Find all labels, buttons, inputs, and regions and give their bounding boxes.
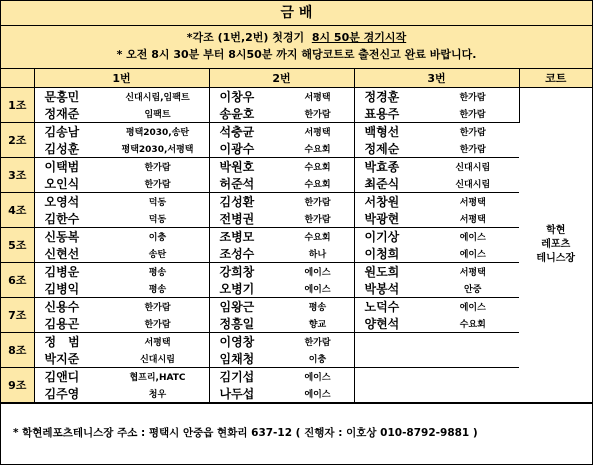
- group-row: [1, 228, 592, 263]
- player-line: [355, 175, 520, 192]
- player-line: [355, 210, 520, 227]
- team-cell: [354, 333, 519, 368]
- player-line: [210, 245, 354, 262]
- player-name: 문홍민: [44, 90, 80, 104]
- player-name: 임왕근: [219, 300, 255, 314]
- group-label: 6조: [1, 263, 34, 298]
- header-group: [1, 69, 34, 88]
- player-line: [355, 315, 520, 332]
- player-line: [355, 298, 520, 315]
- player-club: 하나: [308, 250, 327, 260]
- group-row: [1, 193, 592, 228]
- player-line: [210, 350, 354, 367]
- player-name: 정흥일: [219, 317, 255, 331]
- player-club: 수요회: [304, 180, 331, 190]
- player-club: 한가람: [459, 145, 486, 155]
- player-line: [210, 140, 354, 157]
- player-name: 이영창: [219, 335, 255, 349]
- group-row: [1, 88, 592, 123]
- player-name: 서창원: [364, 195, 400, 209]
- player-club: 한가람: [304, 338, 331, 348]
- notice-line-1: [1, 26, 592, 46]
- player-line: [35, 140, 209, 157]
- player-line: [210, 123, 354, 140]
- team-cell: [34, 123, 209, 158]
- team-cell: [34, 333, 209, 368]
- player-club: 한가람: [459, 93, 486, 103]
- player-club: 안중: [464, 285, 482, 295]
- header-slot-1: 1번: [34, 69, 209, 88]
- team-cell: [209, 368, 354, 403]
- player-line: [35, 210, 209, 227]
- player-name: 오영석: [44, 195, 80, 209]
- player-name: 이청희: [364, 247, 400, 261]
- team-cell: [209, 123, 354, 158]
- player-club: 한가람: [144, 320, 171, 330]
- player-name: 나두섭: [219, 387, 255, 401]
- player-club: 임팩트: [144, 110, 171, 120]
- group-label: 3조: [1, 158, 34, 193]
- player-name: 임채청: [219, 352, 255, 366]
- player-name: 김한수: [44, 212, 80, 226]
- player-club: 평송: [148, 268, 167, 278]
- player-name: 강희창: [219, 265, 255, 279]
- player-line: [355, 140, 520, 157]
- court-label: 학현 레포츠 테니스장: [536, 225, 576, 264]
- player-line: [35, 228, 209, 245]
- player-name: 양현석: [364, 317, 400, 331]
- group-row: [1, 333, 592, 368]
- player-club: 서평택: [144, 338, 171, 348]
- player-line: [35, 263, 209, 280]
- player-club: 신대시림: [455, 180, 491, 190]
- player-line: [210, 175, 354, 192]
- group-label: 9조: [1, 368, 34, 403]
- player-name: 김성환: [219, 195, 255, 209]
- schedule-body: [1, 88, 592, 403]
- team-cell: [209, 298, 354, 333]
- team-cell: [34, 228, 209, 263]
- court-cell: [519, 88, 592, 403]
- player-line: [35, 315, 209, 332]
- player-line: [210, 298, 354, 315]
- player-club: 수요회: [304, 163, 331, 173]
- group-row: [1, 263, 592, 298]
- group-label: 4조: [1, 193, 34, 228]
- player-name: 조병모: [219, 230, 255, 244]
- player-club: 향교: [308, 320, 327, 330]
- player-line: [210, 88, 354, 105]
- player-name: 정재준: [44, 107, 80, 121]
- player-name: 정제순: [364, 142, 400, 156]
- player-club: 한가람: [459, 110, 486, 120]
- player-club: 수요회: [459, 320, 486, 330]
- sheet-title: 금 배: [1, 1, 592, 26]
- team-cell: [209, 193, 354, 228]
- team-cell: [209, 333, 354, 368]
- player-club: 에이스: [304, 390, 331, 400]
- player-line: [35, 368, 209, 385]
- team-cell: [209, 263, 354, 298]
- player-name: 정 범: [44, 335, 80, 349]
- player-line: [35, 298, 209, 315]
- player-name: 김성훈: [44, 142, 80, 156]
- notice-box: [1, 26, 592, 69]
- player-club: 에이스: [304, 285, 331, 295]
- group-label: 7조: [1, 298, 34, 333]
- player-club: 서평택: [304, 128, 331, 138]
- team-cell: [354, 123, 519, 158]
- team-cell: [34, 368, 209, 403]
- player-line: [355, 123, 520, 140]
- player-line: [35, 175, 209, 192]
- group-row: [1, 158, 592, 193]
- player-name: 박광현: [364, 212, 400, 226]
- player-club: 서평택: [459, 268, 486, 278]
- player-line: [210, 263, 354, 280]
- group-label: 2조: [1, 123, 34, 158]
- player-club: 에이스: [459, 233, 486, 243]
- player-club: 에이스: [459, 303, 486, 313]
- player-name: 정경훈: [364, 90, 400, 104]
- player-name: 이기상: [364, 230, 400, 244]
- player-name: 김앤디: [44, 370, 80, 384]
- team-cell: [354, 263, 519, 298]
- group-row: [1, 298, 592, 333]
- player-line: [210, 210, 354, 227]
- group-label: 1조: [1, 88, 34, 123]
- player-name: 표용주: [364, 107, 400, 121]
- notice-line-2: * 오전 8시 30분 부터 8시50분 까지 해당코트로 출전신고 완료 바랍니다.: [116, 48, 477, 61]
- group-row: [1, 368, 592, 403]
- player-line: [210, 280, 354, 297]
- player-name: 김주영: [44, 387, 80, 401]
- player-line: [35, 333, 209, 350]
- team-cell: [354, 368, 519, 403]
- player-club: 한가람: [304, 198, 331, 208]
- player-name: 김기섭: [219, 370, 255, 384]
- player-club: 한가람: [144, 180, 171, 190]
- player-name: 오병기: [219, 282, 255, 296]
- player-club: 청우: [148, 390, 167, 400]
- player-line: [210, 158, 354, 175]
- player-line: [35, 158, 209, 175]
- player-club: 평송: [308, 303, 327, 313]
- player-name: 이창우: [219, 90, 255, 104]
- team-cell: [34, 158, 209, 193]
- player-line: [355, 280, 520, 297]
- header-slot-3: 3번: [354, 69, 519, 88]
- team-cell: [354, 88, 519, 123]
- player-name: 김병익: [44, 282, 80, 296]
- player-club: 한가람: [144, 303, 171, 313]
- schedule-table: [1, 69, 592, 403]
- player-club: 송탄: [148, 250, 167, 260]
- notice-line-1-prefix: *각조 (1번,2번) 첫경기: [186, 31, 305, 44]
- player-line: [35, 245, 209, 262]
- player-name: 박효종: [364, 160, 400, 174]
- player-club: 덕동: [148, 215, 167, 225]
- player-club: 한가람: [304, 110, 331, 120]
- team-cell: [209, 158, 354, 193]
- player-name: 석충균: [219, 125, 255, 139]
- player-line: [355, 105, 519, 122]
- player-line: [35, 280, 209, 297]
- player-club: 이충: [148, 233, 167, 243]
- player-club: 에이스: [459, 250, 486, 260]
- player-line: [355, 158, 520, 175]
- player-club: 한가람: [144, 163, 171, 173]
- player-name: 최준식: [364, 177, 400, 191]
- player-club: 에이스: [304, 373, 331, 383]
- player-line: [355, 193, 520, 210]
- player-line: [35, 88, 209, 105]
- player-club: 수요회: [304, 145, 331, 155]
- player-line: [355, 228, 520, 245]
- player-line: [210, 333, 354, 350]
- team-cell: [34, 263, 209, 298]
- player-line: [210, 368, 354, 385]
- header-slot-2: 2번: [209, 69, 354, 88]
- player-club: 서평택: [304, 93, 331, 103]
- team-cell: [34, 298, 209, 333]
- player-name: 허준석: [219, 177, 255, 191]
- player-name: 원도희: [364, 265, 400, 279]
- player-line: [210, 228, 354, 245]
- player-name: 백형선: [364, 125, 400, 139]
- player-line: [355, 245, 520, 262]
- player-line: [355, 263, 520, 280]
- player-name: 전병권: [219, 212, 255, 226]
- player-line: [355, 88, 519, 105]
- player-name: 박지준: [44, 352, 80, 366]
- player-name: 신현선: [44, 247, 80, 261]
- player-club: 서평택: [459, 198, 486, 208]
- notice-line-1-time: 8시 50분 경기시작: [311, 31, 407, 44]
- player-name: 김용곤: [44, 317, 80, 331]
- footer-note: * 학현레포츠테니스장 주소 : 평택시 안중읍 현화리 637-12 ( 진행자 : 이호상 010-8792-9881 ): [1, 403, 592, 460]
- player-club: 신대시림: [455, 163, 491, 173]
- player-name: 신용수: [44, 300, 80, 314]
- player-club: 서평택: [459, 215, 486, 225]
- player-name: 김병운: [44, 265, 80, 279]
- player-club: 평송: [148, 285, 167, 295]
- player-line: [210, 193, 354, 210]
- player-club: 에이스: [304, 268, 331, 278]
- team-cell: [354, 158, 519, 193]
- player-club: 한가람: [304, 215, 331, 225]
- player-club: 이충: [308, 355, 327, 365]
- player-club: 신대시림,임팩트: [125, 93, 190, 103]
- group-row: [1, 123, 592, 158]
- player-line: [210, 105, 354, 122]
- player-club: 신대시림: [140, 355, 175, 365]
- player-name: 오인식: [44, 177, 80, 191]
- player-name: 박원호: [219, 160, 255, 174]
- player-name: 이광수: [219, 142, 255, 156]
- player-name: 김송남: [44, 125, 80, 139]
- player-name: 노덕수: [364, 300, 400, 314]
- player-club: 한가람: [459, 128, 486, 138]
- team-cell: [34, 193, 209, 228]
- header-row: [1, 69, 592, 88]
- player-name: 박봉석: [364, 282, 400, 296]
- player-line: [210, 315, 354, 332]
- player-club: 평택2030,송탄: [125, 128, 190, 138]
- team-cell: [34, 88, 209, 123]
- team-cell: [354, 228, 519, 263]
- player-club: 덕동: [148, 198, 167, 208]
- player-name: 신동복: [44, 230, 80, 244]
- group-label: 5조: [1, 228, 34, 263]
- header-court: 코트: [519, 69, 592, 88]
- player-line: [35, 123, 209, 140]
- player-line: [35, 193, 209, 210]
- player-club: 협프리,HATC: [129, 373, 186, 383]
- group-label: 8조: [1, 333, 34, 368]
- player-line: [35, 385, 209, 402]
- team-cell: [354, 298, 519, 333]
- player-club: 평택2030,서평택: [121, 145, 194, 155]
- player-club: 수요회: [304, 233, 331, 243]
- player-name: 송윤호: [219, 107, 255, 121]
- team-cell: [209, 228, 354, 263]
- team-cell: [209, 88, 354, 123]
- team-cell: [354, 193, 519, 228]
- player-name: 이택범: [44, 160, 80, 174]
- player-line: [210, 385, 354, 402]
- player-line: [35, 350, 209, 367]
- player-name: 조성수: [219, 247, 255, 261]
- player-line: [35, 105, 209, 122]
